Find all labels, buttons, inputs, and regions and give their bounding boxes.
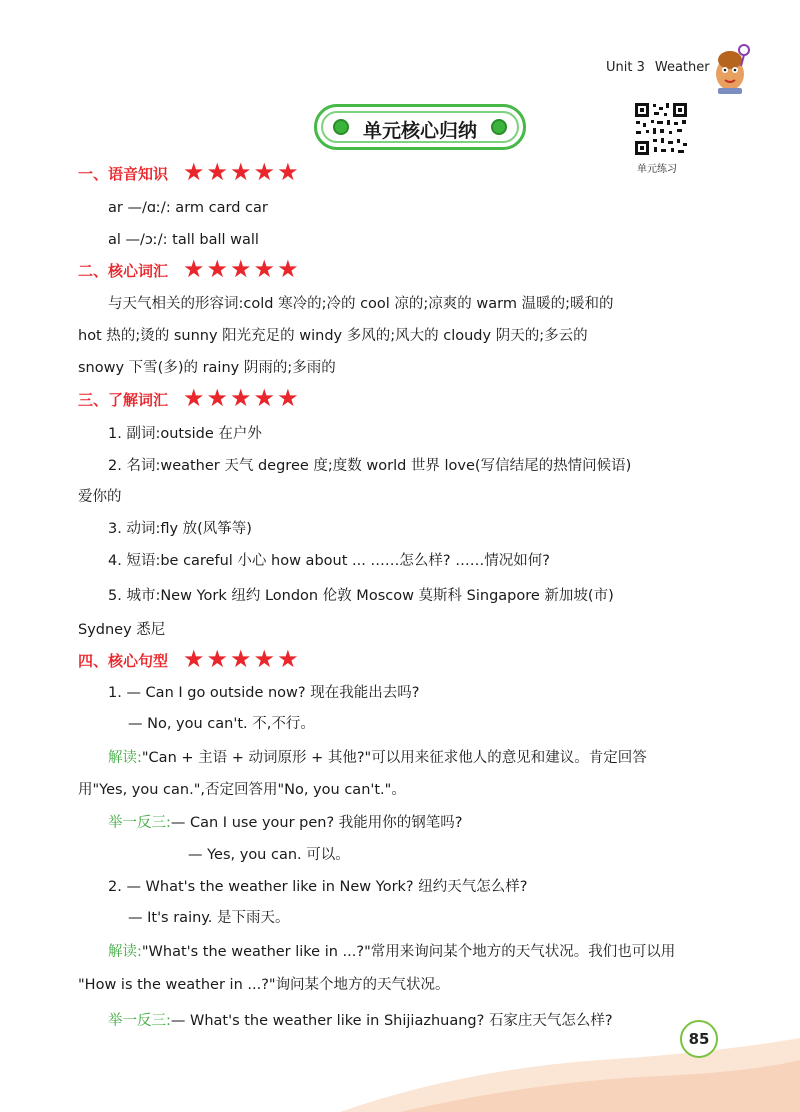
qr-code-icon[interactable]: [633, 101, 689, 157]
star-icon: ★: [206, 158, 229, 186]
text-line: 1. — Can I go outside now? 现在我能出去吗?: [108, 685, 420, 701]
text-line: 3. 动词:fly 放(风筝等): [108, 521, 252, 537]
section-title-banner: [314, 104, 526, 150]
star-rating: [183, 384, 299, 412]
footer-wave-decoration: [340, 1030, 800, 1112]
section-heading: 三、了解词汇: [78, 391, 169, 409]
star-icon: ★: [253, 255, 276, 283]
star-icon: ★: [206, 255, 229, 283]
star-icon: ★: [253, 645, 276, 673]
star-icon: ★: [277, 384, 299, 412]
text-line: al —/ɔː/: tall ball wall: [108, 232, 259, 248]
mascot-icon: [708, 40, 756, 96]
text-line: Sydney 悉尼: [78, 622, 166, 638]
text-line: 与天气相关的形容词:cold 寒冷的;冷的 cool 凉的;凉爽的 warm 温暖的;暖和的: [108, 296, 614, 312]
section-heading: 四、核心句型: [78, 652, 169, 670]
star-icon: ★: [277, 158, 299, 186]
star-icon: ★: [253, 158, 276, 186]
example-line: 举一反三:— Can I use your pen? 我能用你的钢笔吗?: [108, 815, 463, 831]
star-icon: ★: [183, 255, 205, 283]
section-heading: 二、核心词汇: [78, 262, 169, 280]
star-icon: ★: [183, 158, 205, 186]
star-icon: ★: [183, 384, 205, 412]
star-icon: ★: [230, 255, 252, 283]
star-icon: ★: [277, 255, 299, 283]
star-rating: [183, 255, 299, 283]
example-label: 举一反三:: [108, 815, 171, 831]
text-line: — It's rainy. 是下雨天。: [128, 910, 290, 926]
text-line: "How is the weather in ...?"询问某个地方的天气状况。: [78, 977, 450, 993]
text-line: — No, you can't. 不,不行。: [128, 716, 315, 732]
text-line: 4. 短语:be careful 小心 how about ... ……怎么样? ……情况如何?: [108, 553, 550, 569]
text-line: 爱你的: [78, 489, 122, 505]
star-icon: ★: [230, 158, 252, 186]
text-line: hot 热的;烫的 sunny 阳光充足的 windy 多风的;风大的 cloudy 阴天的;多云的: [78, 328, 588, 344]
qr-caption: 单元练习: [637, 164, 677, 175]
star-icon: ★: [277, 645, 299, 673]
star-icon: ★: [230, 384, 252, 412]
page-title: 单元核心归纳: [362, 120, 477, 142]
star-icon: ★: [206, 645, 229, 673]
star-rating: [183, 645, 299, 673]
explanation-label: 解读:: [108, 944, 142, 960]
star-icon: ★: [183, 645, 205, 673]
example-line: 举一反三:— What's the weather like in Shijiazhuang? 石家庄天气怎么样?: [108, 1013, 613, 1029]
text-line: 5. 城市:New York 纽约 London 伦敦 Moscow 莫斯科 Singapore 新加坡(市): [108, 588, 614, 604]
text-line: — Yes, you can. 可以。: [188, 847, 350, 863]
star-icon: ★: [253, 384, 276, 412]
explanation-line: 解读:"Can + 主语 + 动词原形 + 其他?"可以用来征求他人的意见和建议。肯定回答: [108, 750, 647, 766]
text-line: 用"Yes, you can.",否定回答用"No, you can't."。: [78, 782, 406, 798]
text-line: 1. 副词:outside 在户外: [108, 426, 262, 442]
explanation-line: 解读:"What's the weather like in ...?"常用来询问某个地方的天气状况。我们也可以用: [108, 944, 676, 960]
explanation-label: 解读:: [108, 750, 142, 766]
text-line: 2. — What's the weather like in New York? 纽约天气怎么样?: [108, 879, 528, 895]
text-line: 2. 名词:weather 天气 degree 度;度数 world 世界 love(写信结尾的热情问候语): [108, 458, 632, 474]
text-line: ar —/ɑː/: arm card car: [108, 200, 268, 216]
text-line: snowy 下雪(多)的 rainy 阴雨的;多雨的: [78, 360, 336, 376]
unit-label: Unit 3 Weather: [606, 60, 710, 75]
section-heading: 一、语音知识: [78, 165, 169, 183]
star-rating: [183, 158, 299, 186]
example-label: 举一反三:: [108, 1013, 171, 1029]
star-icon: ★: [206, 384, 229, 412]
page-number: 85: [680, 1020, 718, 1058]
star-icon: ★: [230, 645, 252, 673]
